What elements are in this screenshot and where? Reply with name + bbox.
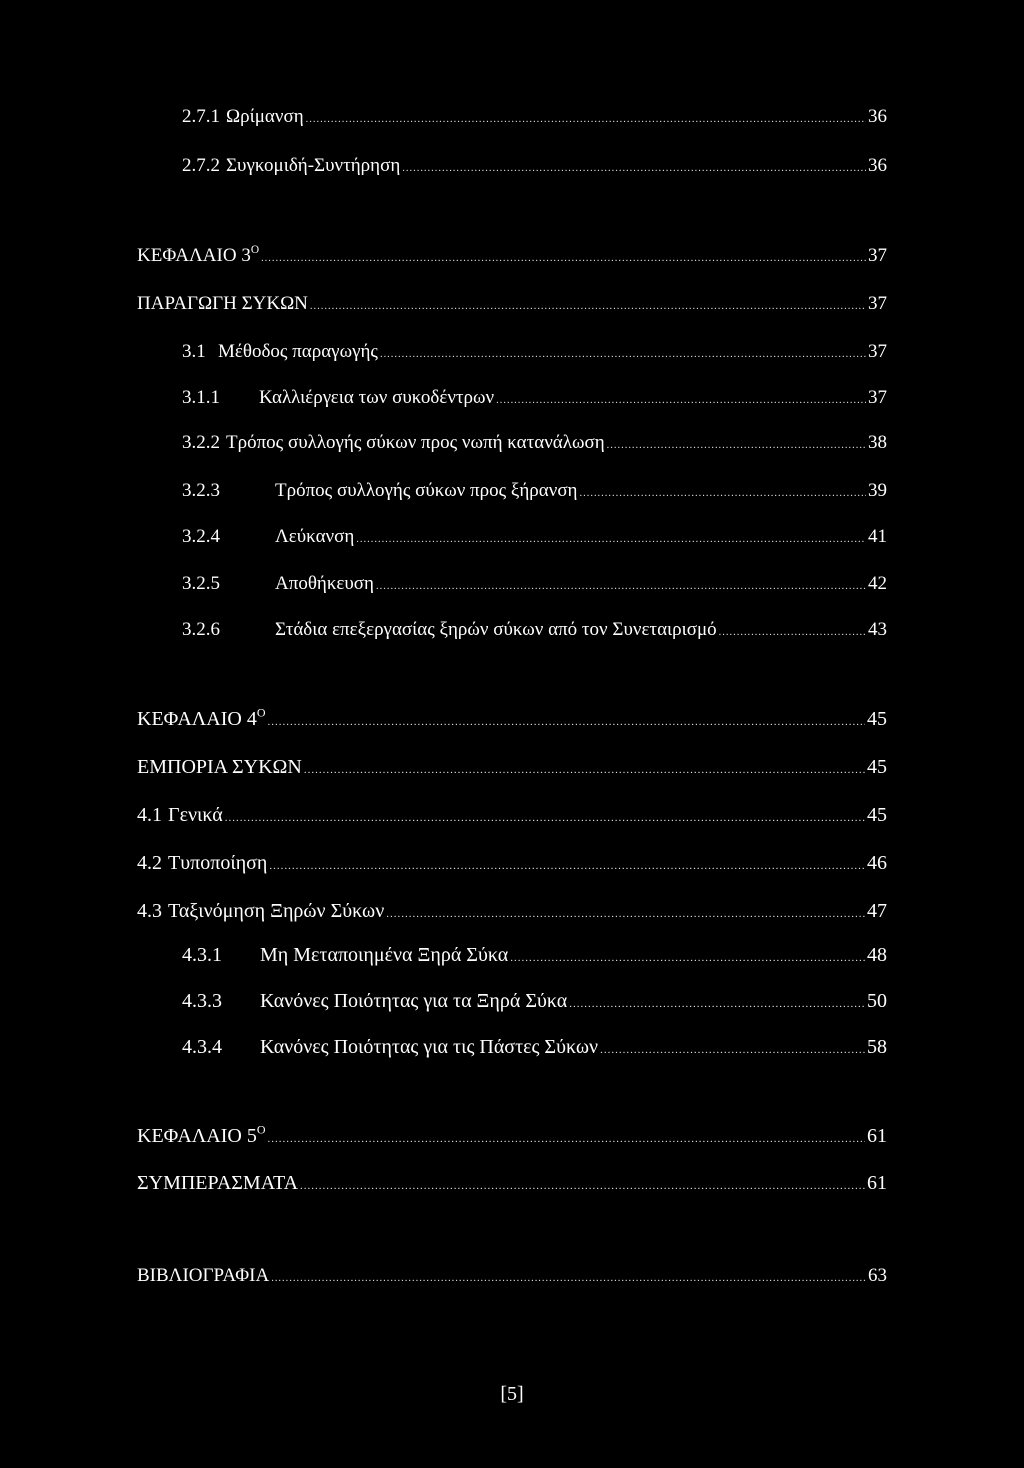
toc-entry[interactable] bbox=[137, 805, 887, 825]
toc-entry[interactable] bbox=[182, 527, 887, 546]
toc-entry-number: 3.2.5 bbox=[182, 573, 220, 594]
dot-leader bbox=[386, 909, 865, 920]
toc-chapter-title[interactable] bbox=[137, 294, 887, 313]
toc-entry-title: Κανόνες Ποιότητας για τα Ξηρά Σύκα bbox=[260, 990, 568, 1012]
toc-entry-page: 42 bbox=[868, 573, 887, 594]
toc-entry-page: 36 bbox=[868, 106, 887, 127]
toc-entry[interactable] bbox=[137, 901, 887, 921]
toc-entry-page: 38 bbox=[868, 432, 887, 453]
ordinal-superscript: Ο bbox=[256, 1122, 266, 1137]
toc-entry[interactable] bbox=[182, 481, 887, 500]
toc-bibliography[interactable] bbox=[137, 1266, 887, 1285]
toc-entry-page: 41 bbox=[868, 526, 887, 547]
toc-entry-title: Ωρίμανση bbox=[226, 106, 304, 127]
toc-entry-page: 47 bbox=[867, 900, 887, 922]
dot-leader bbox=[402, 164, 866, 174]
toc-entry-page: 36 bbox=[868, 155, 887, 176]
toc-chapter-heading[interactable] bbox=[137, 246, 887, 265]
dot-leader bbox=[510, 953, 865, 964]
toc-entry-page: 45 bbox=[867, 756, 887, 778]
toc-chapter-title[interactable] bbox=[137, 757, 887, 777]
toc-entry-number: 4.3.1 bbox=[182, 944, 222, 966]
toc-entry-number: 4.3.3 bbox=[182, 990, 222, 1012]
toc-entry-title: Γενικά bbox=[168, 804, 223, 826]
toc-entry-page: 39 bbox=[868, 480, 887, 501]
toc-entry-page: 37 bbox=[868, 245, 887, 266]
toc-entry-page: 43 bbox=[868, 619, 887, 640]
dot-leader bbox=[304, 765, 865, 776]
dot-leader bbox=[580, 489, 867, 499]
dot-leader bbox=[719, 628, 866, 638]
toc-entry-title: ΣΥΜΠΕΡΑΣΜΑΤΑ bbox=[137, 1172, 299, 1194]
toc-entry-number: 3.2.4 bbox=[182, 526, 220, 547]
toc-entry[interactable] bbox=[182, 156, 887, 175]
toc-entry-title: ΚΕΦΑΛΑΙΟ $4^O$ bbox=[137, 705, 266, 730]
toc-entry-title: Λεύκανση bbox=[275, 526, 355, 547]
page-number: [5] bbox=[500, 1383, 524, 1405]
toc-entry[interactable] bbox=[182, 433, 887, 452]
toc-entry[interactable] bbox=[182, 991, 887, 1011]
toc-entry-page: 58 bbox=[867, 1036, 887, 1058]
toc-entry[interactable] bbox=[182, 945, 887, 965]
toc-entry-title: Καλλιέργεια των συκοδέντρων bbox=[259, 387, 495, 408]
toc-entry-page: 37 bbox=[868, 293, 887, 314]
toc-entry-number: 4.3.4 bbox=[182, 1036, 222, 1058]
toc-entry-number: 2.7.1 bbox=[182, 106, 220, 127]
toc-entry[interactable] bbox=[182, 342, 887, 361]
toc-entry-title: Ταξινόμηση Ξηρών Σύκων bbox=[168, 900, 385, 922]
toc-entry-title: Τρόπος συλλογής σύκων προς νωπή κατανάλωση bbox=[226, 432, 605, 453]
dot-leader bbox=[269, 861, 865, 872]
dot-leader bbox=[271, 1274, 866, 1284]
dot-leader bbox=[261, 254, 866, 264]
dot-leader bbox=[268, 717, 866, 728]
ordinal-superscript: Ο bbox=[256, 705, 266, 720]
toc-entry-title: Αποθήκευση bbox=[275, 573, 374, 594]
toc-entry-number: 4.3 bbox=[137, 900, 162, 922]
toc-entry-title: Τρόπος συλλογής σύκων προς ξήρανση bbox=[275, 480, 578, 501]
toc-entry-number: 2.7.2 bbox=[182, 155, 220, 176]
toc-entry-page: 50 bbox=[867, 990, 887, 1012]
toc-entry-page: 45 bbox=[867, 804, 887, 826]
toc-entry[interactable] bbox=[182, 620, 887, 639]
ordinal-superscript: Ο bbox=[250, 244, 260, 257]
dot-leader bbox=[268, 1134, 866, 1145]
toc-entry-page: 63 bbox=[868, 1265, 887, 1286]
toc-entry-title: ΒΙΒΛΙΟΓΡΑΦΙΑ bbox=[137, 1265, 270, 1286]
dot-leader bbox=[225, 813, 865, 824]
toc-entry-title: ΠΑΡΑΓΩΓΗ ΣΥΚΩΝ bbox=[137, 293, 308, 314]
toc-entry-number: 4.1 bbox=[137, 804, 162, 826]
dot-leader bbox=[607, 441, 866, 451]
toc-chapter-heading[interactable] bbox=[137, 705, 887, 730]
dot-leader bbox=[600, 1045, 865, 1056]
toc-entry-page: 48 bbox=[867, 944, 887, 966]
toc-entry[interactable] bbox=[182, 388, 887, 407]
dot-leader bbox=[376, 582, 866, 592]
toc-entry-number: 4.2 bbox=[137, 852, 162, 874]
toc-entry-page: 45 bbox=[867, 708, 887, 730]
toc-entry-page: 61 bbox=[867, 1172, 887, 1194]
toc-entry-page: 37 bbox=[868, 341, 887, 362]
toc-entry-number: 3.2.3 bbox=[182, 480, 220, 501]
toc-entry[interactable] bbox=[182, 107, 887, 126]
dot-leader bbox=[496, 396, 866, 406]
toc-entry-number: 3.1.1 bbox=[182, 387, 220, 408]
dot-leader bbox=[380, 350, 866, 360]
toc-entry-page: 61 bbox=[867, 1125, 887, 1147]
toc-entry-title: ΕΜΠΟΡΙΑ ΣΥΚΩΝ bbox=[137, 756, 302, 778]
dot-leader bbox=[569, 999, 865, 1010]
toc-entry-number: 3.2.2 bbox=[182, 432, 220, 453]
toc-chapter-title[interactable] bbox=[137, 1173, 887, 1193]
dot-leader bbox=[306, 115, 866, 125]
toc-entry[interactable] bbox=[182, 1037, 887, 1057]
toc-entry-title: Στάδια επεξεργασίας ξηρών σύκων από τον Συνεταιρισμό bbox=[275, 619, 717, 640]
toc-entry-title: ΚΕΦΑΛΑΙΟ $5^O$ bbox=[137, 1122, 266, 1147]
dot-leader bbox=[300, 1181, 865, 1192]
toc-entry[interactable] bbox=[137, 853, 887, 873]
toc-entry-number: 3.1 bbox=[182, 341, 206, 362]
toc-entry-page: 46 bbox=[867, 852, 887, 874]
dot-leader bbox=[356, 535, 866, 545]
toc-entry-page: 37 bbox=[868, 387, 887, 408]
toc-entry-title: Τυποποίηση bbox=[168, 852, 268, 874]
toc-entry-title: Μη Μεταποιημένα Ξηρά Σύκα bbox=[260, 944, 509, 966]
toc-entry-title: Συγκομιδή-Συντήρηση bbox=[226, 155, 401, 176]
toc-entry-title: Κανόνες Ποιότητας για τις Πάστες Σύκων bbox=[260, 1036, 599, 1058]
toc-entry-title: ΚΕΦΑΛΑΙΟ $3^O$ bbox=[137, 244, 260, 266]
toc-chapter-heading[interactable] bbox=[137, 1122, 887, 1147]
toc-entry[interactable] bbox=[182, 574, 887, 593]
toc-entry-number: 3.2.6 bbox=[182, 619, 220, 640]
dot-leader bbox=[310, 302, 866, 312]
toc-entry-title: Μέθοδος παραγωγής bbox=[218, 341, 378, 362]
